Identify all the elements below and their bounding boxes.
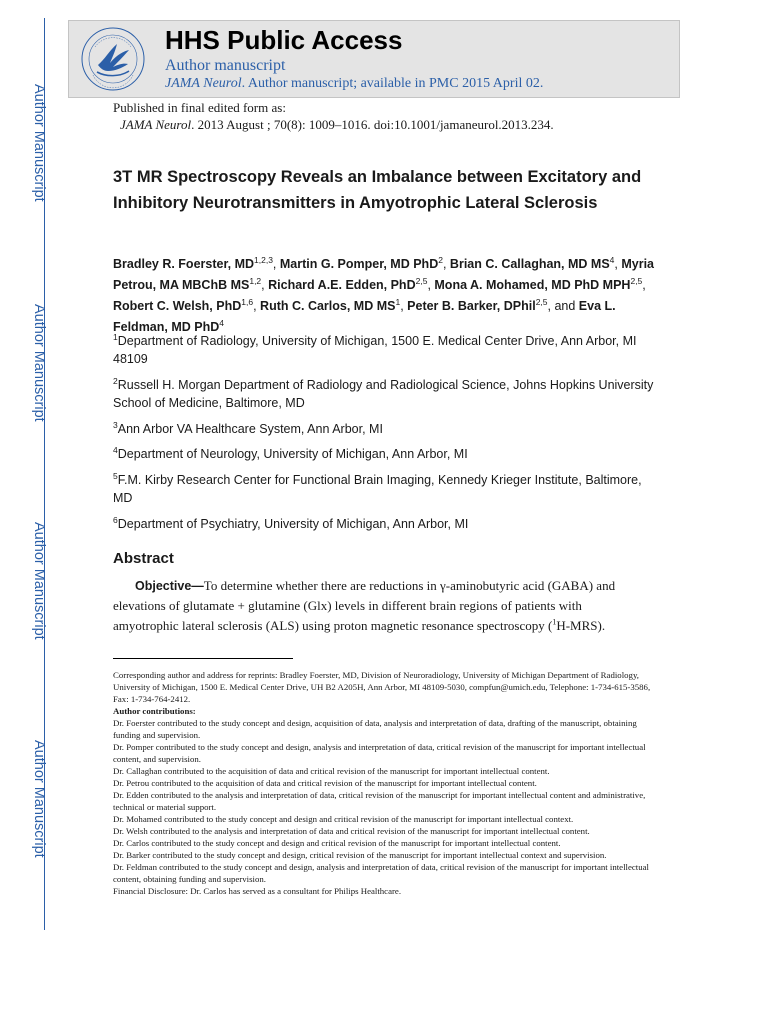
author-separator: , and [547,299,579,313]
published-label: Published in final edited form as: [113,100,286,115]
author-separator: , [642,278,646,292]
publication-citation [120,117,554,133]
author-manuscript-label-1: Author Manuscript [31,84,47,202]
author-entry [260,296,408,313]
affiliation-text: Department of Neurology, University of Michigan, Ann Arbor, MI [117,447,468,461]
contributions-heading: Author contributions: [113,706,196,716]
hhs-title: HHS Public Access [165,25,403,55]
affiliation-text: Department of Radiology, University of Michigan, 1500 E. Medical Center Drive, Ann Arbor, MI 48109 [113,334,637,366]
correspondence-note: Corresponding author and address for reprints: Bradley Foerster, MD, Division of Neuroradiology, University of Michigan Department of Radiology, University of Michigan, 1500 E. Medical Center Drive, UH B2 A205H, Ann Arbor, MI 48109-5030, compfun@umich.edu, Telephone: 1-734-615-3586, Fax: 1-734-764-2412. [113,670,651,704]
contribution-note: Dr. Barker contributed to the study concept and design, critical revision of the manuscript for important intellectual context and supervision. [113,850,607,860]
affiliation-text: Russell H. Morgan Department of Radiology and Radiological Science, Johns Hopkins University School of Medicine, Baltimore, MD [113,378,654,410]
author-entry [449,254,622,271]
author-manuscript-label-2: Author Manuscript [31,304,47,422]
author-list [113,254,658,338]
affiliation-number: 5 [113,470,118,481]
availability-text: . Author manuscript; available in PMC 2015 April 02. [241,76,544,91]
contribution-note: Dr. Pomper contributed to the study concept and design, analysis and interpretation of data, critical revision of the manuscript for important intellectual content, and supervision. [113,742,646,764]
pmc-availability [165,76,543,92]
affiliation-2 [113,376,658,412]
abstract-heading: Abstract [113,550,174,567]
author-affiliation-numbers: 1,6 [241,296,254,307]
author-affiliation-numbers: 2,5 [630,275,643,286]
hhs-public-access-banner [68,20,680,98]
author-entry [113,296,261,313]
contribution-note: Dr. Carlos contributed to the study concept and design and critical revision of the manuscript for important intellectual content. [113,838,561,848]
author-name: Eva L. Feldman, MD PhD [113,299,616,334]
author-name: Brian C. Callaghan, MD MS [449,257,610,271]
author-affiliation-numbers: 2,5 [415,275,428,286]
contribution-note: Dr. Foerster contributed to the study concept and design, acquisition of data, analysis and interpretation of data, drafting of the manuscript, obtaining funding and supervision. [113,718,637,740]
author-entry [434,275,646,292]
objective-text: To determine whether there are reductions in γ-aminobutyric acid (GABA) and elevations of glutamate + glutamine (Glx) levels in different brain regions of patients with amyotrophic lateral sclerosis (ALS) using proton magnetic resonance spectroscopy ( [113,578,616,633]
contribution-note: Dr. Petrou contributed to the acquisition of data and critical revision of the manuscript for important intellectual content. [113,778,537,788]
citation-details: . 2013 August ; 70(8): 1009–1016. doi:10.1001/jamaneurol.2013.234. [191,117,554,132]
affiliation-6 [113,515,658,533]
abstract-objective [113,576,633,636]
objective-label: Objective— [135,579,204,593]
hhs-eagle-seal-icon [79,25,147,93]
affiliation-1 [113,332,658,368]
author-separator: , [272,257,280,271]
author-name: Martin G. Pomper, MD PhD [279,257,439,271]
author-entry [407,296,579,313]
financial-disclosure: Financial Disclosure: Dr. Carlos has served as a consultant for Philips Healthcare. [113,886,402,896]
article-title: 3T MR Spectroscopy Reveals an Imbalance between Excitatory and Inhibitory Neurotransmitters in Amyotrophic Lateral Sclerosis [113,168,642,212]
author-separator: , [427,278,435,292]
author-entry [268,275,435,292]
author-name: Ruth C. Carlos, MD MS [260,299,396,313]
affiliation-number: 3 [113,419,118,430]
author-affiliation-numbers: 2 [438,254,443,265]
author-separator: , [400,299,408,313]
author-entry [113,254,280,271]
objective-superscript: 1 [552,617,557,627]
author-name: Richard A.E. Edden, PhD [268,278,416,292]
affiliation-number: 6 [113,514,118,525]
affiliation-3 [113,420,658,438]
author-name: Bradley R. Foerster, MD [113,257,255,271]
contribution-note: Dr. Callaghan contributed to the acquisition of data and critical revision of the manuscript for important intellectual content. [113,766,550,776]
author-affiliation-numbers: 2,5 [535,296,548,307]
author-separator: , [442,257,450,271]
affiliation-5 [113,471,658,507]
author-manuscript-label-3: Author Manuscript [31,522,47,640]
affiliation-text: Department of Psychiatry, University of Michigan, Ann Arbor, MI [117,517,469,531]
author-affiliation-numbers: 1,2 [249,275,262,286]
author-name: Mona A. Mohamed, MD PhD MPH [434,278,631,292]
footnotes [113,669,653,897]
affiliation-4 [113,445,658,463]
author-affiliation-numbers: 4 [219,317,224,328]
author-name: Robert C. Welsh, PhD [113,299,242,313]
citation-journal: JAMA Neurol [120,117,192,132]
affiliation-number: 1 [113,331,118,342]
objective-end: H-MRS). [556,618,606,633]
footnote-divider [113,658,293,659]
affiliation-text: Ann Arbor VA Healthcare System, Ann Arbor, MI [117,422,383,436]
author-affiliation-numbers: 4 [609,254,615,265]
author-separator: , [261,278,269,292]
author-separator: , [253,299,261,313]
author-affiliation-numbers: 1,2,3 [254,254,273,265]
affiliation-text: F.M. Kirby Research Center for Functional Brain Imaging, Kennedy Krieger Institute, Baltimore, MD [113,473,642,505]
journal-name: JAMA Neurol [165,76,242,91]
affiliation-number: 4 [113,444,118,455]
author-entry [279,254,450,271]
contribution-note: Dr. Welsh contributed to the analysis and interpretation of data and critical revision of the manuscript for important intellectual content. [113,826,590,836]
affiliation-number: 2 [113,375,118,386]
author-manuscript-label-4: Author Manuscript [31,740,47,858]
author-separator: , [614,257,622,271]
author-affiliation-numbers: 1 [395,296,401,307]
contribution-note: Dr. Edden contributed to the analysis and interpretation of data, critical revision of the manuscript for important intellectual content and administrative, technical or material support. [113,790,646,812]
author-manuscript-subtitle: Author manuscript [165,57,286,74]
contribution-note: Dr. Feldman contributed to the study concept and design, analysis and interpretation of data, critical revision of the manuscript for important intellectual content, obtaining funding and supervision. [113,862,649,884]
author-name: Myria Petrou, MA MBChB MS [113,257,655,292]
contribution-note: Dr. Mohamed contributed to the study concept and design and critical revision of the manuscript for important intellectual context. [113,814,574,824]
author-name: Peter B. Barker, DPhil [407,299,536,313]
